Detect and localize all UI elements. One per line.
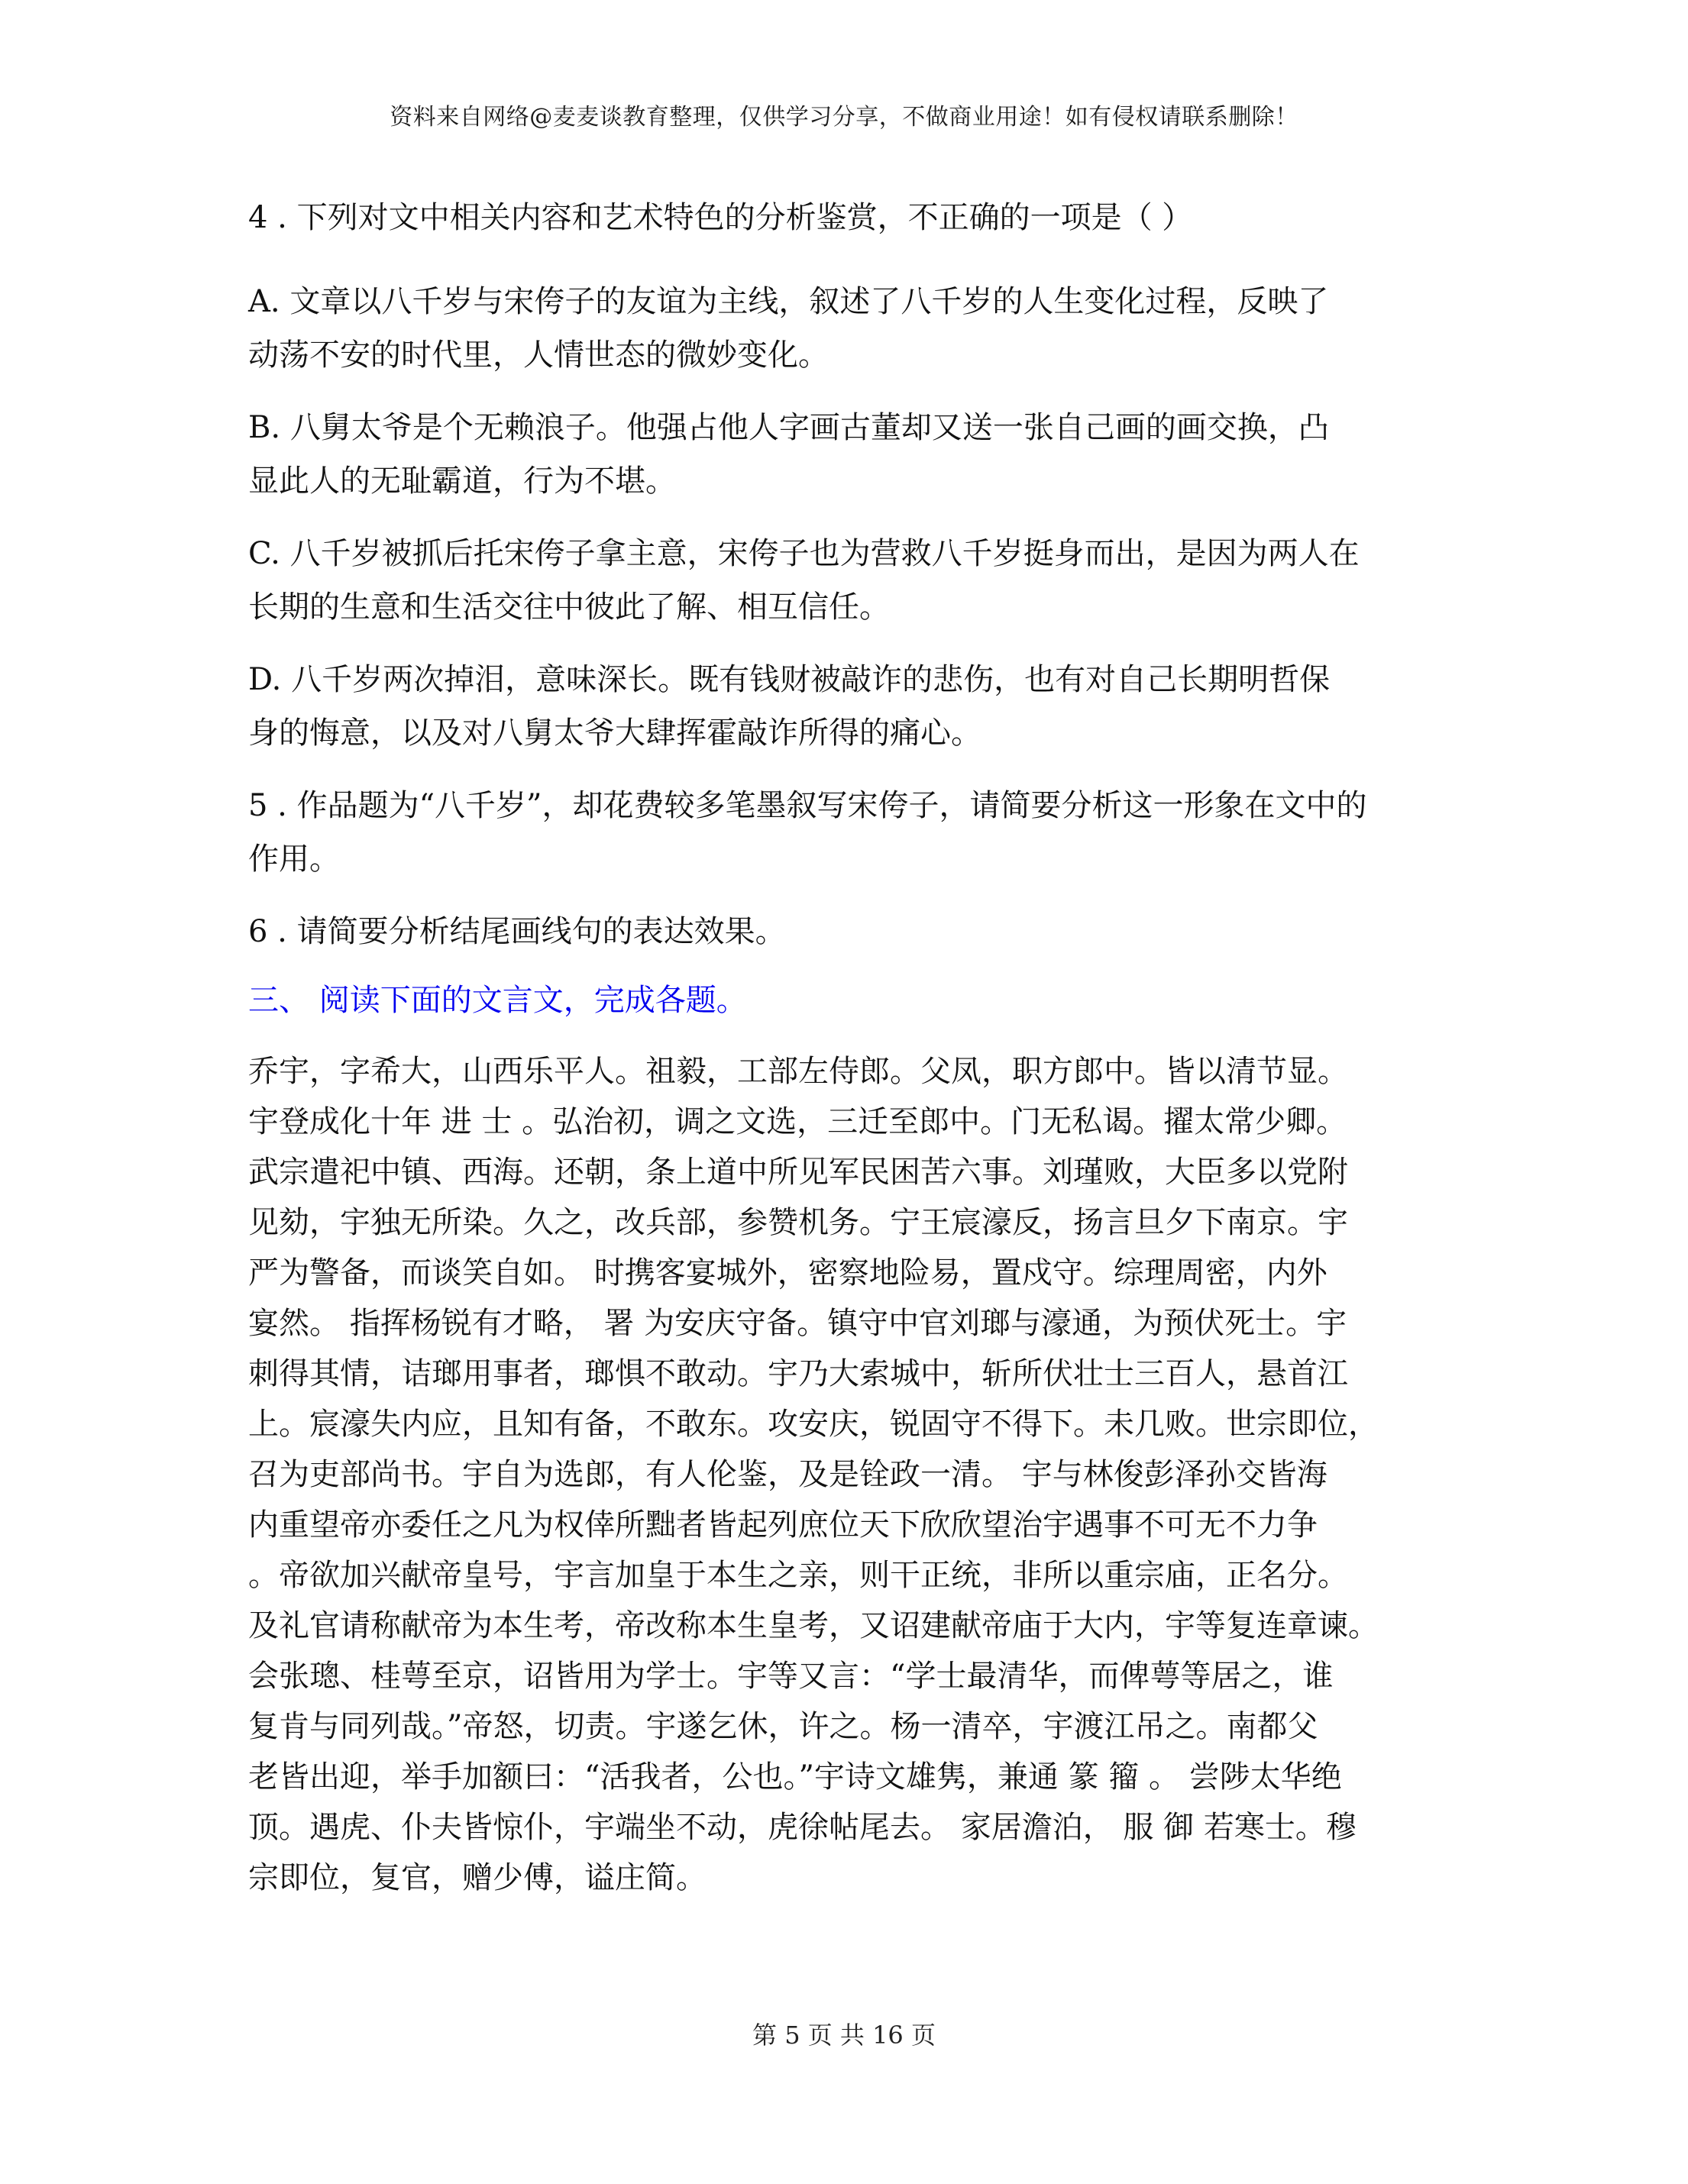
option-b-line: 显此人的无耻霸道，行为不堪。 [248, 464, 676, 499]
passage-line: 宴然。 指挥杨锐有才略， 署 为安庆守备。镇守中官刘瑯与濠通，为预伏死士。宇 [248, 1306, 1347, 1341]
classical-passage [248, 1046, 1547, 1903]
passage-line: 刺得其情，诘瑯用事者，瑯惧不敢动。宇乃大索城中，斩所伏壮士三百人，悬首江 [248, 1356, 1348, 1391]
question-4 [248, 191, 1440, 244]
option-c-line: C. 八千岁被抓后托宋侉子拿主意，宋侉子也为营救八千岁挺身而出，是因为两人在 [248, 536, 1360, 571]
passage-line: 严为警备，而谈笑自如。 时携客宴城外，密察地险易，置戍守。综理周密，内外 [248, 1255, 1327, 1291]
option-c [248, 527, 1440, 634]
option-d-line: 身的悔意，以及对八舅太爷大肆挥霍敲诈所得的痛心。 [248, 716, 981, 751]
question-5-line: 5 . 作品题为“八千岁”，却花费较多笔墨叙写宋侉子，请简要分析这一形象在文中的 [248, 788, 1367, 823]
option-a [248, 275, 1440, 382]
option-a-line: 动荡不安的时代里，人情世态的微妙变化。 [248, 338, 829, 373]
option-d-line: D. 八千岁两次掉泪，意味深长。既有钱财被敲诈的悲伤，也有对自己长期明哲保 [248, 662, 1331, 697]
passage-line: 会张璁、桂萼至京，诏皆用为学士。宇等又言：“学士最清华，而俾萼等居之，谁 [248, 1659, 1334, 1694]
option-d [248, 653, 1440, 760]
passage-line: 。帝欲加兴献帝皇号，宇言加皇于本生之亲，则干正统，非所以重宗庙，正名分。 [248, 1558, 1348, 1593]
passage-line: 武宗遣祀中镇、西海。还朝，条上道中所见军民困苦六事。刘瑾败，大臣多以党附 [248, 1155, 1348, 1190]
page-number: 第 5 页 共 16 页 [752, 2021, 936, 2050]
passage-line: 复肯与同列哉。”帝怒，切责。宇遂乞休，许之。杨一清卒，宇渡江吊之。南都父 [248, 1709, 1318, 1744]
section-heading: 三、 阅读下面的文言文，完成各题。 [248, 983, 747, 1018]
question-6 [248, 905, 1440, 958]
passage-line: 及礼官请称献帝为本生考，帝改称本生皇考，又诏建献帝庙于大内，宇等复连章谏。 [248, 1608, 1379, 1643]
passage-line: 乔宇，字希大，山西乐平人。祖毅，工部左侍郎。父凤，职方郎中。皆以清节显。 [248, 1054, 1348, 1089]
passage-line: 宇登成化十年 进 士 。弘治初，调之文选，三迁至郎中。门无私谒。擢太常少卿。 [248, 1104, 1347, 1139]
question-5 [248, 779, 1440, 886]
question-4-line: 4 . 下列对文中相关内容和艺术特色的分析鉴赏，不正确的一项是（ ） [248, 200, 1193, 235]
passage-line: 见劾，宇独无所染。久之，改兵部，参赞机务。宁王宸濠反，扬言旦夕下南京。宇 [248, 1205, 1348, 1240]
passage-line: 宗即位，复官，赠少傅，谥庄简。 [248, 1860, 707, 1895]
question-6-line: 6 . 请简要分析结尾画线句的表达效果。 [248, 914, 786, 949]
option-a-line: A. 文章以八千岁与宋侉子的友谊为主线，叙述了八千岁的人生变化过程，反映了 [248, 284, 1329, 319]
header-disclaimer: 资料来自网络@麦麦谈教育整理，仅供学习分享，不做商业用途！如有侵权请联系删除！ [390, 104, 1298, 131]
passage-line: 老皆出迎，举手加额曰：“活我者，公也。”宇诗文雄隽，兼通 篆 籀 。 尝陟太华绝 [248, 1759, 1342, 1795]
passage-line: 顶。遇虎、仆夫皆惊仆，宇端坐不动，虎徐帖尾去。 家居澹泊， 服 御 若寒士。穆 [248, 1810, 1357, 1845]
passage-line: 召为吏部尚书。宇自为选郎，有人伦鉴，及是铨政一清。 宇与林俊彭泽孙交皆海 [248, 1457, 1327, 1492]
option-c-line: 长期的生意和生活交往中彼此了解、相互信任。 [248, 590, 890, 625]
passage-line: 内重望帝亦委任之凡为权倖所黜者皆起列庶位天下欣欣望治宇遇事不可无不力争 [248, 1507, 1318, 1543]
question-5-line: 作用。 [248, 842, 340, 877]
option-b-line: B. 八舅太爷是个无赖浪子。他强占他人字画古董却又送一张自己画的画交换，凸 [248, 410, 1329, 445]
option-b [248, 401, 1440, 508]
passage-line: 上。宸濠失内应，且知有备，不敢东。攻安庆，锐固守不得下。未几败。世宗即位， [248, 1407, 1379, 1442]
